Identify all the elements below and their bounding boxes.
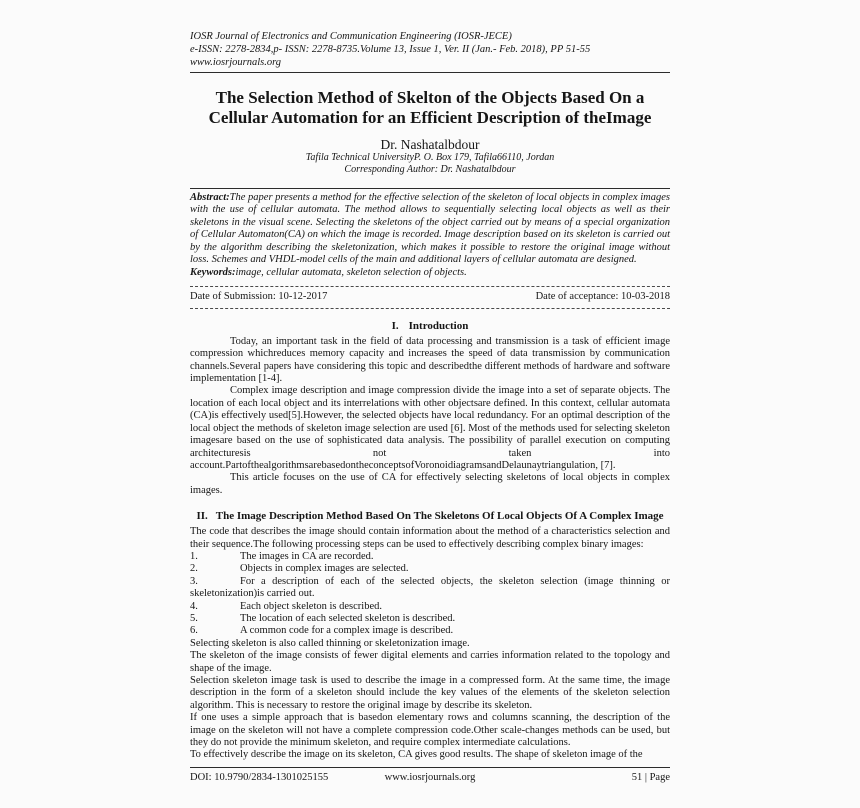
list-item — [190, 625, 670, 637]
section-2-lead: The code that describes the image should contain information about the method of a characteristics selection and their sequence.The following processing steps can be used to effectively describing complex binary images: — [190, 526, 670, 550]
corresponding-author: Corresponding Author: Dr. Nashatalbdour — [344, 164, 516, 175]
section-1-heading — [190, 319, 670, 333]
content-column — [190, 0, 670, 762]
list-item-text: Each object skeleton is described. — [240, 600, 382, 612]
section-1-paragraph: This article focuses on the use of CA for effectively selecting skeletons of local objects in complex images. — [190, 472, 670, 496]
list-item-text: For a description of each of the selected objects, the skeleton selection (image thinning or skeletonization)is carried out. — [190, 575, 670, 600]
section-2-paragraph: Selection skeleton image task is used to describe the image in a compressed form. At the same time, the image description in the form of a skeleton should include the key values of the elements of the skeleton selection algorithm. This is necessary to restore the original image by describe its skeleton. — [190, 675, 670, 711]
article-title: The Selection Method of Skelton of the Objects Based On a Cellular Automation for an Efficient Description of theImage — [208, 88, 652, 127]
footer-website: www.iosrjournals.org — [384, 772, 476, 783]
date-of-acceptance: Date of acceptance: 10-03-2018 — [535, 290, 670, 302]
list-item-text: A common code for a complex image is described. — [240, 625, 454, 637]
footer-doi: DOI: 10.9790/2834-1301025155 — [190, 772, 329, 783]
list-item — [190, 576, 670, 601]
list-item — [190, 563, 670, 575]
list-item-number: 4. — [190, 600, 198, 612]
list-item-text: The images in CA are recorded. — [240, 550, 374, 562]
section-2-number: II. — [196, 510, 208, 523]
section-1-title: Introduction — [408, 319, 469, 332]
date-of-submission: Date of Submission: 10-12-2017 — [190, 290, 328, 302]
list-item-number: 2. — [190, 563, 198, 575]
footer-page-number: 51 | Page — [631, 772, 670, 783]
section-1-number: I. — [391, 319, 399, 332]
abstract-label: Abstract: — [190, 192, 230, 203]
section-2-paragraph: If one uses a simple approach that is basedon elementary rows and columns scanning, the description of the image on the skeleton will not have a complete compression code.Other scale-changes methods can be used, but they do not provide the minimum skeleton, and require complex intermediate calculations. — [190, 712, 670, 749]
page-footer — [190, 767, 670, 784]
list-item-number: 6. — [190, 625, 198, 637]
section-1-paragraph: Complex image description and image compression divide the image into a set of separate objects. The location of each local object and its interrelations with other objectsare defined. In this context, cellular automata (CA)is effectively used[5].However, the selected objects have local redundancy. For an optimal description of the local object the methods of skeleton image selection are used [6]. Most of the methods used for selecting skeleton imagesare based on the use of sophisticated data analysis. The possibility of parallel execution on computing architecturesis not taken into account.PartofthealgorithmsarebasedontheconceptsofVoronoidiagramsandDelaunaytriangulation, [7]. — [190, 385, 670, 471]
keywords-label: Keywords: — [190, 267, 236, 279]
section-1-paragraph: Today, an important task in the field of data processing and transmission is a task of efficient image compression whichreduces memory capacity and increases the speed of data transmission by communication channels.Several papers have considering this topic and describedthe different methods of hardware and software implementation [1-4]. — [190, 335, 670, 385]
keywords — [190, 267, 670, 279]
journal-issn-volume: e-ISSN: 2278-2834,p- ISSN: 2278-8735.Volume 13, Issue 1, Ver. II (Jan.- Feb. 2018), PP 51-55 — [190, 44, 591, 55]
list-item — [190, 601, 670, 613]
section-2-paragraph: Selecting skeleton is also called thinning or skeletonization image. — [190, 637, 470, 649]
list-item-number: 3. — [190, 575, 198, 587]
dates-row — [190, 287, 670, 308]
list-item — [190, 551, 670, 563]
section-2-title: The Image Description Method Based On The Skeletons Of Local Objects Of A Complex Image — [215, 510, 664, 523]
keywords-text: image, cellular automata, skeleton selection of objects. — [235, 267, 467, 279]
dashed-separator-bottom — [190, 308, 670, 309]
journal-name: IOSR Journal of Electronics and Communication Engineering (IOSR-JECE) — [190, 31, 512, 42]
abstract-text: The paper presents a method for the effective selection of the skeleton of local objects in complex images with the use of cellular automata. The method allows to sequentially selecting local objects as well as their skeletons in the visual scene. Selecting the skeletons of the object carried out by means of a special organization of Cellular Automaton(CA) on which the image is recorded. Image description based on its skeleton is carried out by the algorithm describing the skeletonization, which makes it possible to restore the original image without loss. Schemes and VHDL-model cells of the main and additional layers of cellular automata are designed. — [190, 192, 670, 266]
journal-website: www.iosrjournals.org — [190, 57, 282, 68]
section-2-heading — [190, 509, 670, 523]
author-name: Dr. Nashatalbdour — [380, 137, 480, 152]
list-item-text: The location of each selected skeleton is described. — [240, 612, 456, 624]
list-item — [190, 613, 670, 625]
list-item-number: 1. — [190, 550, 198, 562]
list-item-number: 5. — [190, 612, 198, 624]
author-affiliation: Tafila Technical UniversityP. O. Box 179, Tafila66110, Jordan — [305, 152, 555, 163]
list-item-text: Objects in complex images are selected. — [240, 563, 409, 575]
abstract — [190, 188, 670, 266]
journal-header — [190, 30, 670, 73]
section-2-paragraph: To effectively describe the image on its skeleton, CA gives good results. The shape of skeleton image of the — [190, 749, 643, 761]
section-2-paragraph: The skeleton of the image consists of fewer digital elements and carries information related to the topology and shape of the image. — [190, 650, 670, 674]
